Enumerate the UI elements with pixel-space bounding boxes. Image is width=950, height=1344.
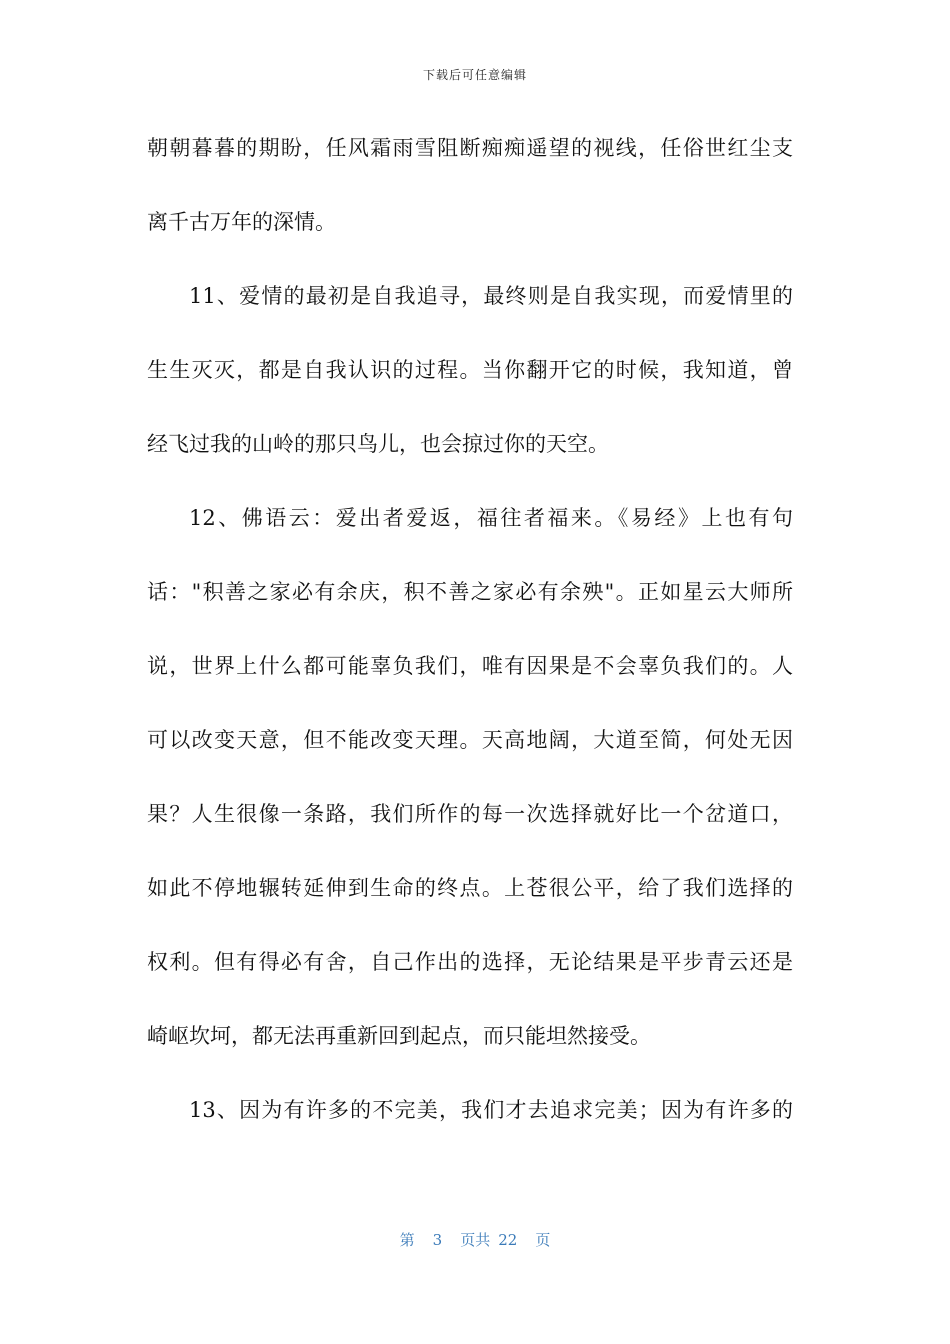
footer-mid: 页共 [460, 1231, 491, 1249]
text-line: 经飞过我的山岭的那只鸟儿，也会掠过你的天空。 [147, 432, 609, 456]
text-line: 话："积善之家必有余庆，积不善之家必有余殃"。正如星云大师所 [147, 580, 793, 604]
text-line: 12、佛语云：爱出者爱返，福往者福来。《易经》上也有句 [189, 506, 793, 530]
text-line: 果？人生很像一条路，我们所作的每一次选择就好比一个岔道口， [147, 802, 793, 826]
text-line: 可以改变天意，但不能改变天理。天高地阔，大道至简，何处无因 [147, 728, 793, 752]
text-line: 离千古万年的深情。 [147, 210, 336, 234]
text-line: 如此不停地辗转延伸到生命的终点。上苍很公平，给了我们选择的 [147, 876, 793, 900]
footer-suffix: 页 [535, 1231, 551, 1249]
text-line: 朝朝暮暮的期盼，任风霜雨雪阻断痴痴遥望的视线，任俗世红尘支 [147, 136, 793, 160]
document-body [147, 111, 793, 1147]
footer-page-number: 3 [432, 1231, 443, 1249]
text-line: 崎岖坎坷，都无法再重新回到起点，而只能坦然接受。 [147, 1024, 651, 1048]
text-line: 11、爱情的最初是自我追寻，最终则是自我实现，而爱情里的 [189, 284, 793, 308]
footer-page-total: 22 [498, 1231, 518, 1249]
text-line: 说，世界上什么都可能辜负我们，唯有因果是不会辜负我们的。人 [147, 654, 793, 678]
page-header: 下载后可任意编辑 [422, 68, 527, 82]
text-line: 生生灭灭，都是自我认识的过程。当你翻开它的时候，我知道，曾 [147, 358, 793, 382]
footer-prefix: 第 [399, 1231, 415, 1249]
text-line: 权利。但有得必有舍，自己作出的选择，无论结果是平步青云还是 [147, 950, 793, 974]
page-footer [0, 1229, 950, 1250]
text-line: 13、因为有许多的不完美，我们才去追求完美；因为有许多的 [189, 1098, 793, 1122]
